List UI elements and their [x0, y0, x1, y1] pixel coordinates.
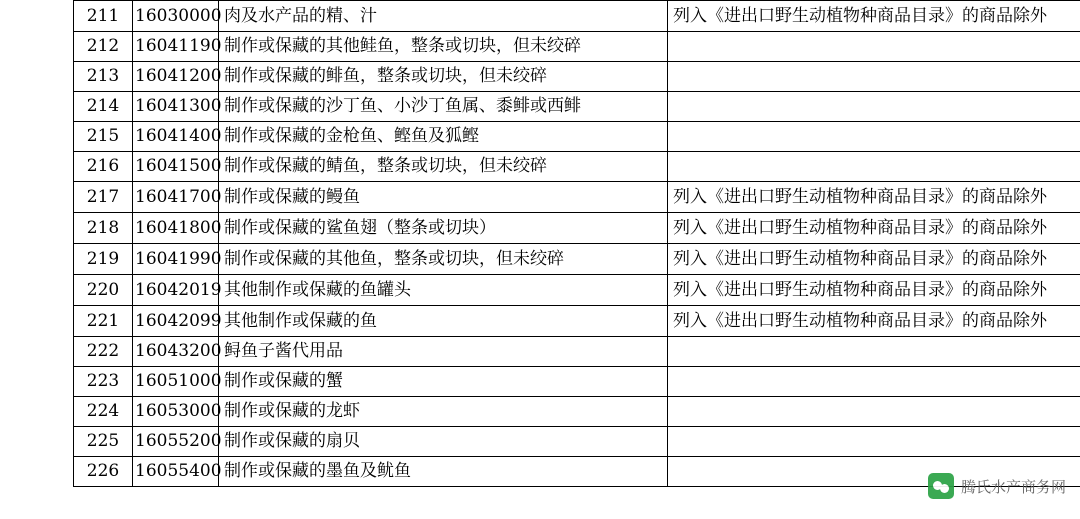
commodity-code-text: 16041990 — [135, 249, 222, 269]
commodity-name-cell — [219, 152, 668, 182]
commodity-code-text: 16030000 — [135, 6, 222, 26]
row-number-text: 211 — [86, 6, 120, 26]
commodity-name-text: 其他制作或保藏的鱼 — [224, 311, 377, 331]
commodity-name-text: 制作或保藏的墨鱼及鱿鱼 — [224, 461, 411, 481]
table-row — [74, 92, 1080, 122]
commodity-name-text: 制作或保藏的龙虾 — [224, 401, 360, 421]
commodity-code-cell — [133, 306, 222, 337]
remark-cell — [668, 275, 1080, 306]
commodity-code-cell — [133, 182, 222, 213]
row-number-text: 212 — [86, 36, 120, 56]
row-number-text: 224 — [86, 401, 120, 421]
row-number-text: 220 — [86, 280, 120, 300]
commodity-name-text: 制作或保藏的金枪鱼、鲣鱼及狐鲣 — [224, 126, 479, 146]
commodity-code-text: 16053000 — [135, 401, 222, 421]
row-number-cell — [74, 182, 133, 213]
row-number-cell — [74, 275, 133, 306]
row-number-cell — [74, 1, 133, 32]
remark-cell — [668, 457, 1080, 487]
commodity-code-text: 16041300 — [135, 96, 222, 116]
table-row — [74, 32, 1080, 62]
commodity-code-text: 16055400 — [135, 461, 222, 481]
commodity-code-cell — [133, 1, 222, 32]
commodity-code-cell — [133, 122, 222, 152]
remark-cell — [668, 213, 1080, 244]
remark-cell — [668, 306, 1080, 337]
commodity-code-text: 16041400 — [135, 126, 222, 146]
commodity-code-text: 16041800 — [135, 218, 222, 238]
table-row — [74, 275, 1080, 306]
row-number-cell — [74, 457, 133, 487]
commodity-code-cell — [133, 213, 222, 244]
commodity-name-cell — [219, 457, 668, 487]
commodity-name-cell — [219, 306, 668, 337]
row-number-text: 226 — [86, 461, 120, 481]
commodity-name-text: 制作或保藏的其他鱼，整条或切块，但未绞碎 — [224, 249, 564, 269]
commodity-name-text: 制作或保藏的沙丁鱼、小沙丁鱼属、黍鲱或西鲱 — [224, 96, 581, 116]
row-number-text: 222 — [86, 341, 120, 361]
remark-text: 列入《进出口野生动植物种商品目录》的商品除外 — [673, 218, 1047, 238]
row-number-cell — [74, 367, 133, 397]
commodity-name-cell — [219, 275, 668, 306]
row-number-cell — [74, 62, 133, 92]
row-number-text: 215 — [86, 126, 120, 146]
watermark-label: 腾氏水产商务网 — [960, 477, 1066, 496]
row-number-text: 216 — [86, 156, 120, 176]
commodity-name-text: 其他制作或保藏的鱼罐头 — [224, 280, 411, 300]
commodity-name-text: 鲟鱼子酱代用品 — [224, 341, 343, 361]
row-number-text: 225 — [86, 431, 120, 451]
row-number-cell — [74, 306, 133, 337]
remark-text — [668, 92, 1080, 96]
remark-text — [668, 337, 1080, 341]
table-row — [74, 182, 1080, 213]
table-row — [74, 244, 1080, 275]
commodity-name-text: 制作或保藏的扇贝 — [224, 431, 360, 451]
commodity-code-cell — [133, 152, 222, 182]
table-row — [74, 457, 1080, 487]
commodity-code-text: 16041700 — [135, 187, 222, 207]
commodity-code-cell — [133, 244, 222, 275]
commodity-name-cell — [219, 244, 668, 275]
table-row — [74, 367, 1080, 397]
remark-text: 列入《进出口野生动植物种商品目录》的商品除外 — [673, 187, 1047, 207]
row-number-cell — [74, 397, 133, 427]
commodity-name-text: 制作或保藏的蟹 — [224, 371, 343, 391]
commodity-code-cell — [133, 367, 222, 397]
row-number-text: 223 — [86, 371, 120, 391]
row-number-cell — [74, 337, 133, 367]
table-row — [74, 337, 1080, 367]
remark-text — [668, 397, 1080, 401]
remark-text — [668, 457, 1080, 461]
remark-cell — [668, 152, 1080, 182]
remark-cell — [668, 92, 1080, 122]
remark-text — [668, 367, 1080, 371]
remark-cell — [668, 427, 1080, 457]
row-number-cell — [74, 427, 133, 457]
row-number-cell — [74, 213, 133, 244]
commodity-name-cell — [219, 337, 668, 367]
commodity-code-text: 16055200 — [135, 431, 222, 451]
remark-cell — [668, 367, 1080, 397]
commodity-code-cell — [133, 457, 222, 487]
remark-cell — [668, 62, 1080, 92]
row-number-text: 213 — [86, 66, 120, 86]
remark-cell — [668, 244, 1080, 275]
remark-cell — [668, 32, 1080, 62]
remark-text — [668, 32, 1080, 36]
commodity-name-cell — [219, 427, 668, 457]
commodity-name-text: 制作或保藏的鲭鱼，整条或切块，但未绞碎 — [224, 156, 547, 176]
commodity-code-cell — [133, 92, 222, 122]
row-number-cell — [74, 244, 133, 275]
commodity-name-text: 肉及水产品的精、汁 — [224, 6, 377, 26]
remark-text — [668, 427, 1080, 431]
row-number-cell — [74, 122, 133, 152]
commodity-code-text: 16042099 — [135, 311, 222, 331]
commodity-code-cell — [133, 397, 222, 427]
commodity-name-cell — [219, 32, 668, 62]
remark-text: 列入《进出口野生动植物种商品目录》的商品除外 — [673, 280, 1047, 300]
commodity-name-cell — [219, 182, 668, 213]
commodity-name-cell — [219, 122, 668, 152]
table-row — [74, 152, 1080, 182]
commodity-name-cell — [219, 213, 668, 244]
commodity-code-cell — [133, 275, 222, 306]
row-number-text: 219 — [86, 249, 120, 269]
row-number-text: 217 — [86, 187, 120, 207]
row-number-cell — [74, 32, 133, 62]
commodity-name-cell — [219, 1, 668, 32]
commodity-name-text: 制作或保藏的鲱鱼，整条或切块，但未绞碎 — [224, 66, 547, 86]
remark-text: 列入《进出口野生动植物种商品目录》的商品除外 — [673, 311, 1047, 331]
table-row — [74, 62, 1080, 92]
commodity-name-cell — [219, 92, 668, 122]
commodity-name-text: 制作或保藏的鳗鱼 — [224, 187, 360, 207]
table-row — [74, 306, 1080, 337]
commodity-name-text: 制作或保藏的鲨鱼翅（整条或切块） — [224, 218, 496, 238]
table-row — [74, 213, 1080, 244]
commodity-code-cell — [133, 32, 222, 62]
commodity-code-text: 16043200 — [135, 341, 222, 361]
remark-cell — [668, 122, 1080, 152]
table-row — [74, 397, 1080, 427]
remark-text — [668, 152, 1080, 156]
commodity-name-cell — [219, 397, 668, 427]
commodity-code-text: 16041500 — [135, 156, 222, 176]
document-page — [73, 0, 1080, 487]
commodity-code-cell — [133, 427, 222, 457]
remark-cell — [668, 337, 1080, 367]
commodity-code-text: 16051000 — [135, 371, 222, 391]
row-number-text: 221 — [86, 311, 120, 331]
commodity-name-cell — [219, 367, 668, 397]
remark-cell — [668, 1, 1080, 32]
table-row — [74, 122, 1080, 152]
commodity-code-cell — [133, 62, 222, 92]
remark-text: 列入《进出口野生动植物种商品目录》的商品除外 — [673, 6, 1047, 26]
commodity-code-text: 16041200 — [135, 66, 222, 86]
row-number-text: 218 — [86, 218, 120, 238]
commodity-name-cell — [219, 62, 668, 92]
row-number-cell — [74, 92, 133, 122]
remark-text: 列入《进出口野生动植物种商品目录》的商品除外 — [673, 249, 1047, 269]
commodity-code-text: 16041190 — [135, 36, 222, 56]
remark-cell — [668, 397, 1080, 427]
table-row — [74, 1, 1080, 32]
commodity-name-text: 制作或保藏的其他鲑鱼，整条或切块，但未绞碎 — [224, 36, 581, 56]
table-row — [74, 427, 1080, 457]
remark-text — [668, 62, 1080, 66]
row-number-cell — [74, 152, 133, 182]
row-number-text: 214 — [86, 96, 120, 116]
hs-code-table — [73, 0, 1080, 487]
commodity-code-text: 16042019 — [135, 280, 222, 300]
commodity-code-cell — [133, 337, 222, 367]
remark-cell — [668, 182, 1080, 213]
remark-text — [668, 122, 1080, 126]
